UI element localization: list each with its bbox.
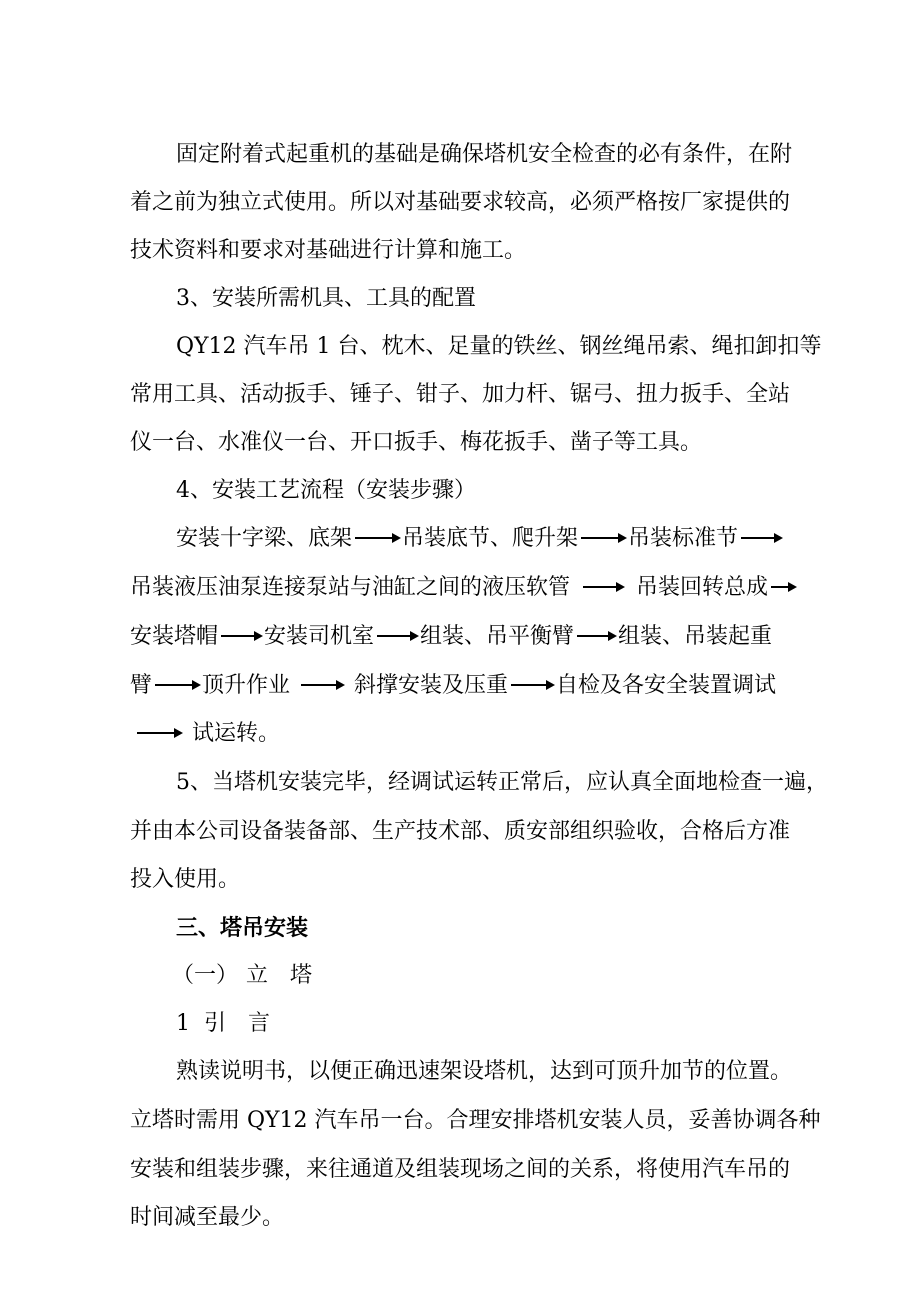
subsection-title-part: 引 [204,1011,227,1036]
right-arrow-icon [377,635,417,637]
right-arrow-icon [581,537,625,539]
right-arrow-icon [221,635,261,637]
process-step: 安装司机室 [264,624,375,649]
body-text-line: 常用工具、活动扳手、锤子、钳子、加力杆、锯弓、扭力扳手、全站 [130,382,791,407]
process-step: 斜撑安装及压重 [354,673,509,698]
subsection-title-part: 言 [248,1011,271,1036]
subsection-number: （一） [172,963,239,988]
body-text-line: 时间减至最少。 [130,1205,285,1230]
process-step: 试运转。 [192,721,281,746]
body-text-line: QY12 汽车吊 1 台、枕木、足量的铁丝、钢丝绳吊索、绳扣卸扣等 [176,334,822,359]
section-heading: 4、安装工艺流程（安装步骤） [176,478,476,503]
subsection-heading [172,961,312,991]
body-text-line: 仪一台、水准仪一台、开口扳手、梅花扳手、凿子等工具。 [130,430,703,455]
process-step: 吊装回转总成 [636,575,769,600]
process-step: 顶升作业 [202,673,291,698]
right-arrow-icon [137,732,181,734]
process-step: 吊装底节、爬升架 [402,526,579,551]
body-text-line: 5、当塔机安装完毕，经调试运转正常后，应认真全面地检查一遍， [176,770,828,795]
subsection-number: 1 [176,1011,190,1036]
process-flow-line [130,573,798,603]
subsection-title-part: 塔 [290,963,313,988]
right-arrow-icon [577,635,615,637]
process-step: 吊装标准节 [628,526,739,551]
right-arrow-icon [155,684,199,686]
subsection-title-part: 立 [246,963,269,988]
body-text-line: 着之前为独立式使用。所以对基础要求较高，必须严格按厂家提供的 [130,190,791,215]
process-flow-line [130,671,776,701]
right-arrow-icon [511,684,553,686]
body-text-line: 并由本公司设备装备部、生产技术部、质安部组织验收，合格后方准 [130,819,791,844]
process-flow-line [176,524,784,554]
process-step: 安装十字梁、底架 [176,526,353,551]
right-arrow-icon [741,537,781,539]
right-arrow-icon [355,537,399,539]
right-arrow-icon [301,684,343,686]
process-step: 安装塔帽 [130,624,219,649]
section-heading: 3、安装所需机具、工具的配置 [176,286,476,311]
right-arrow-icon [771,586,795,588]
process-step: 臂 [130,673,153,698]
body-text-line: 固定附着式起重机的基础是确保塔机安全检查的必有条件，在附 [176,142,793,167]
process-step: 组装、吊装起重 [618,624,773,649]
right-arrow-icon [583,586,623,588]
subsection-heading [176,1009,270,1039]
body-text-line: 立塔时需用 QY12 汽车吊一台。合理安排塔机安装人员，妥善协调各种 [130,1108,821,1133]
body-text-line: 熟读说明书，以便正确迅速架设塔机，达到可顶升加节的位置。 [176,1059,793,1084]
process-step: 吊装液压油泵连接泵站与油缸之间的液压软管 [130,575,571,600]
process-step: 自检及各安全装置调试 [556,673,777,698]
process-flow-line [134,719,280,749]
process-flow-line [130,622,772,652]
body-text-line: 投入使用。 [130,867,241,892]
process-step: 组装、吊平衡臂 [420,624,575,649]
body-text-line: 技术资料和要求对基础进行计算和施工。 [130,238,527,263]
body-text-line: 安装和组装步骤，来往通道及组装现场之间的关系，将使用汽车吊的 [130,1157,791,1182]
chapter-heading: 三、塔吊安装 [176,915,309,941]
